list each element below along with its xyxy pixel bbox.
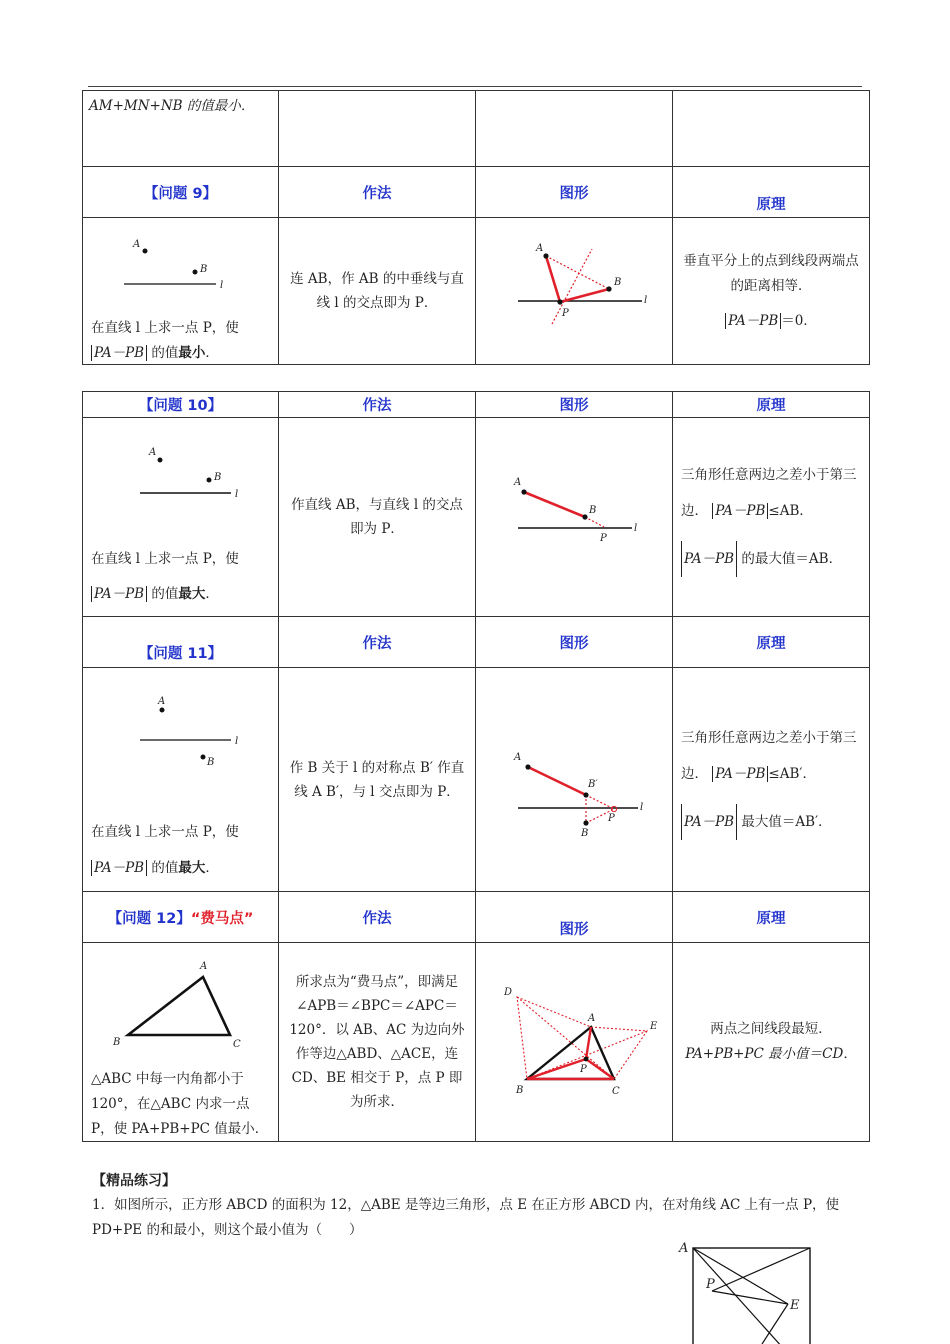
q9-figure (482, 229, 667, 349)
q12-figure-cell (476, 943, 673, 1142)
svg-text:l: l (235, 489, 239, 500)
q10-principle-cell: 三角形任意两边之差小于第三边． PA－PB ≤AB． PA－PB 的最大值＝AB． (673, 418, 870, 617)
table-row (83, 167, 870, 218)
q11-problem-figure (83, 690, 273, 800)
svg-text:B: B (207, 757, 215, 768)
svg-text:B: B (214, 472, 222, 483)
svg-text:A: A (133, 239, 141, 250)
svg-text:P: P (600, 533, 607, 544)
table-row (83, 617, 870, 668)
svg-text:C: C (612, 1086, 620, 1097)
q11-title: 【问题 11】 (83, 617, 279, 668)
svg-text:A: A (158, 696, 166, 707)
q10-problem-figure (83, 440, 273, 530)
practice-question-1: 1．如图所示，正方形 ABCD 的面积为 12，△ABE 是等边三角形，点 E 在正方形 ABCD 内，在对角线 AC 上有一点 P，使 PD+PE 的和最小，则这个最小值为（ ） (92, 1197, 840, 1238)
q9-method: 连 AB，作 AB 的中垂线与直线 l 的交点即为 P． (279, 218, 476, 365)
svg-text:B: B (113, 1037, 121, 1048)
header-rule (88, 86, 862, 87)
svg-text:P: P (608, 812, 615, 824)
q9-method-header: 作法 (279, 167, 476, 218)
q12-figure-header: 图形 (476, 892, 673, 943)
q12-problem-figure (83, 953, 273, 1053)
svg-text:l: l (235, 736, 239, 747)
practice-heading: 【精品练习】 (92, 1173, 176, 1189)
prev-problem-text: AM+MN+NB 的值最小． (89, 98, 255, 114)
svg-text:l: l (644, 295, 648, 306)
q11-principle-header: 原理 (673, 617, 870, 668)
q12-method-header: 作法 (279, 892, 476, 943)
svg-text:P: P (580, 1064, 587, 1075)
svg-text:B: B (589, 505, 597, 516)
q10-figure (482, 455, 667, 575)
svg-text:l: l (640, 801, 644, 813)
svg-text:l: l (634, 523, 638, 534)
svg-text:D: D (504, 987, 513, 998)
q10-figure-header: 图形 (476, 392, 673, 418)
q11-method-header: 作法 (279, 617, 476, 668)
svg-text:A: A (514, 751, 522, 763)
table-row (83, 668, 870, 892)
svg-text:E: E (650, 1021, 658, 1032)
table-q10-q12 (82, 391, 870, 1142)
q11-figure-cell (476, 668, 673, 892)
svg-text:B: B (614, 277, 622, 288)
table-row (83, 91, 870, 167)
q12-principle-cell: 两点之间线段最短． PA+PB+PC 最小值＝CD． (673, 943, 870, 1142)
table-row (83, 943, 870, 1142)
table-row (83, 392, 870, 418)
svg-text:B: B (200, 264, 208, 275)
table-row (83, 418, 870, 617)
table-row (83, 218, 870, 365)
q11-method: 作 B 关于 l 的对称点 B′ 作直线 A B′，与 l 交点即为 P． (279, 668, 476, 892)
q10-method-header: 作法 (279, 392, 476, 418)
svg-text:A: A (588, 1013, 596, 1024)
q9-title: 【问题 9】 (83, 167, 279, 218)
svg-text:A: A (514, 477, 522, 488)
q12-figure (482, 965, 667, 1115)
q9-principle-header: 原理 (673, 167, 870, 218)
svg-text:P: P (562, 308, 569, 319)
q9-principle-cell: 垂直平分上的点到线段两端点的距离相等． PA－PB ＝0． (673, 218, 870, 365)
prev-problem-tail (83, 91, 279, 167)
svg-text:A: A (536, 243, 544, 254)
svg-text:B: B (516, 1085, 524, 1096)
q9-problem-cell (83, 218, 279, 365)
table-row (83, 892, 870, 943)
svg-text:A: A (200, 961, 208, 972)
q12-method: 所求点为“费马点”，即满足∠APB＝∠BPC＝∠APC＝120°．以 AB、AC 为边向外作等边△ABD、△ACE，连 CD、BE 相交于 P，点 P 即为所求． (279, 943, 476, 1142)
q10-title: 【问题 10】 (83, 392, 279, 418)
q10-method: 作直线 AB，与直线 l 的交点即为 P． (279, 418, 476, 617)
practice-figure (672, 1236, 822, 1344)
q9-figure-header: 图形 (476, 167, 673, 218)
q11-problem-cell (83, 668, 279, 892)
q12-problem-cell (83, 943, 279, 1142)
q9-figure-cell (476, 218, 673, 365)
q10-problem-cell (83, 418, 279, 617)
q10-problem-text: 在直线 l 上求一点 P，使 PA－PB 的值最大． (91, 551, 239, 602)
table-q9 (82, 90, 870, 365)
q11-principle-cell: 三角形任意两边之差小于第三边． PA－PB ≤AB′． PA－PB 最大值＝AB′． (673, 668, 870, 892)
q11-problem-text: 在直线 l 上求一点 P，使 PA－PB 的值最大． (91, 824, 239, 876)
q12-problem-text: △ABC 中每一内角都小于 120°，在△ABC 内求一点 P，使 PA+PB+PC 值最小． (91, 1071, 269, 1137)
q12-principle-header: 原理 (673, 892, 870, 943)
svg-text:P: P (706, 1277, 715, 1292)
q12-title: 【问题 12】“费马点” (83, 892, 279, 943)
svg-text:B′: B′ (588, 778, 598, 790)
svg-text:A: A (679, 1241, 689, 1256)
svg-text:B: B (581, 827, 589, 839)
svg-text:C: C (233, 1039, 241, 1050)
svg-text:l: l (220, 280, 224, 291)
q11-figure (482, 713, 667, 843)
q10-principle-header: 原理 (673, 392, 870, 418)
svg-text:E: E (790, 1298, 800, 1313)
q9-problem-text: 在直线 l 上求一点 P，使 PA－PB 的值最小． (91, 320, 239, 361)
q10-figure-cell (476, 418, 673, 617)
q9-problem-figure (83, 232, 273, 322)
q11-figure-header: 图形 (476, 617, 673, 668)
svg-text:A: A (149, 447, 157, 458)
